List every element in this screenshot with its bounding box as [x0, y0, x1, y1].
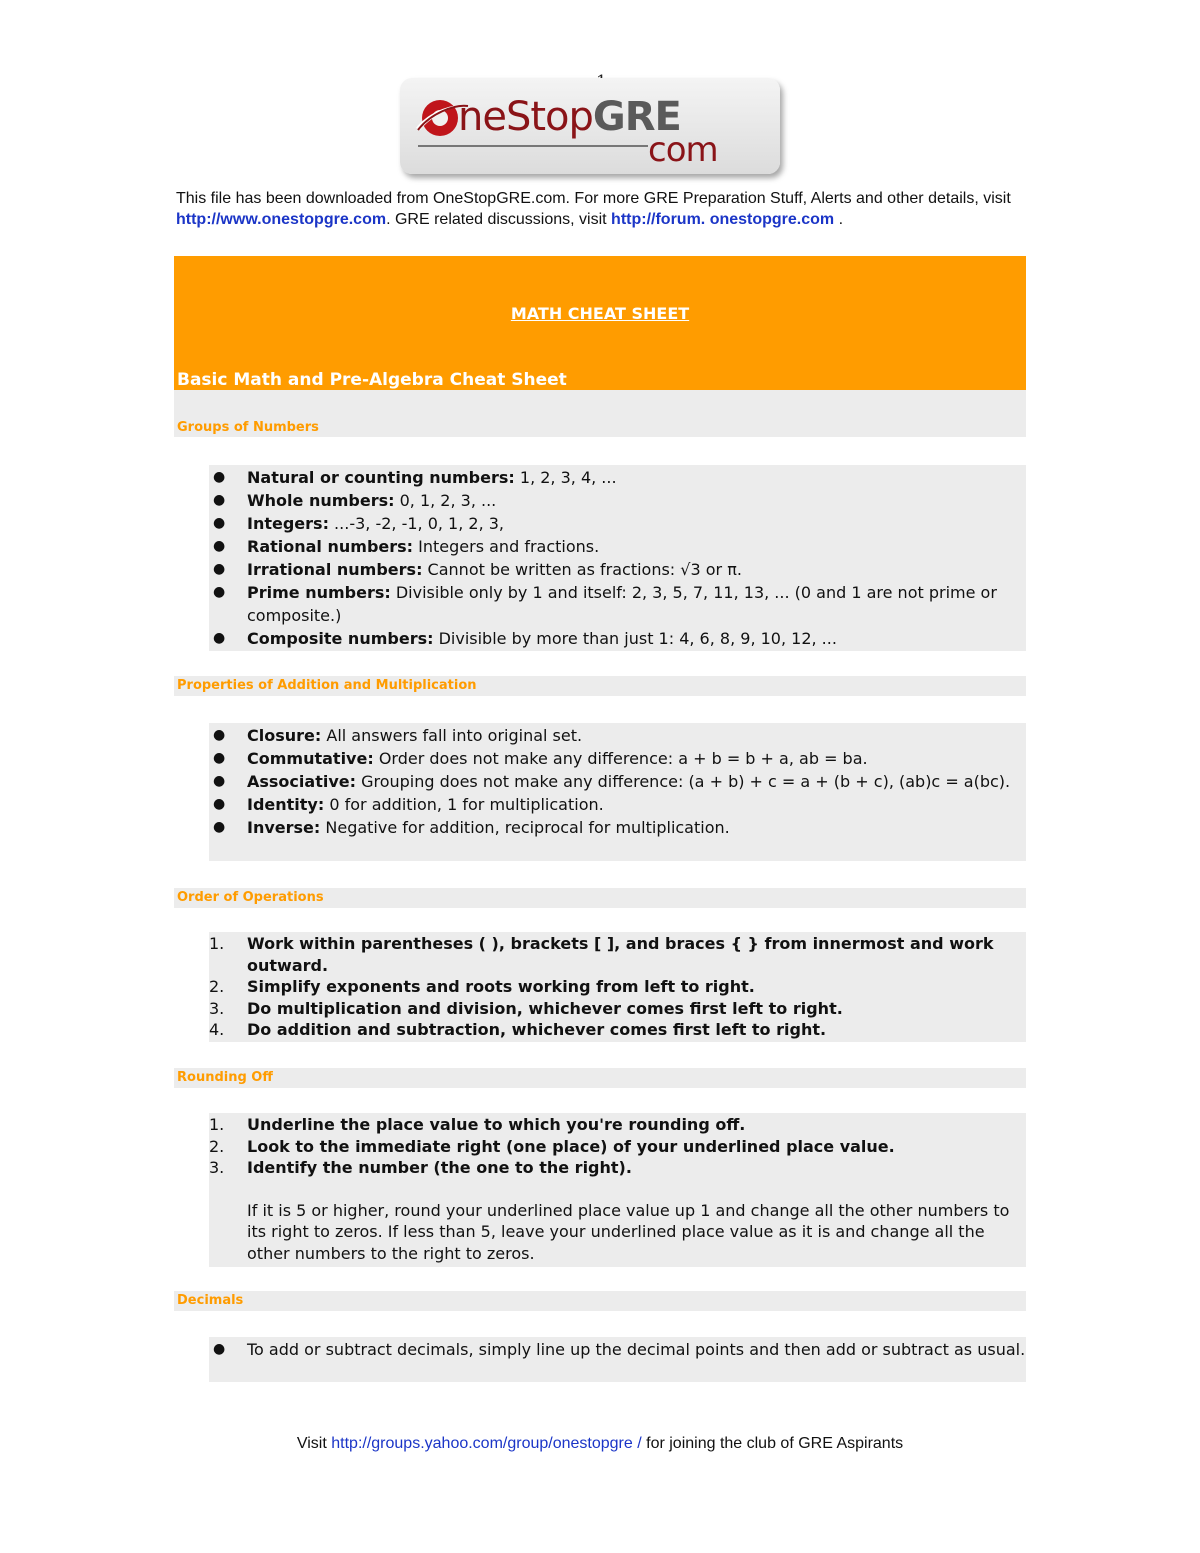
section-band [174, 1291, 1026, 1311]
bullet-icon: ● [213, 469, 226, 485]
bullet-icon: ● [213, 1341, 226, 1357]
bullet-icon: ● [213, 630, 226, 646]
bullet-icon: ● [213, 515, 226, 531]
bullet-icon: ● [213, 538, 226, 554]
section-heading-decimals: Decimals [177, 1293, 244, 1308]
list-item: ● Commutative: Order does not make any difference: a + b = b + a, ab = ba. [213, 749, 868, 768]
list-number: 3. [209, 1158, 225, 1177]
list-item: 1. Work within parentheses ( ), brackets [ ], and braces { } from innermost and work outward. [209, 934, 994, 975]
forum-link[interactable]: http://forum. onestopgre.com [611, 211, 835, 228]
list-item: 3. Do multiplication and division, whichever comes first left to right. [209, 998, 843, 1018]
bullet-icon: ● [213, 492, 226, 508]
list-item: 1. Underline the place value to which you're rounding off. [209, 1115, 746, 1134]
list-item: ● Integers: ...-3, -2, -1, 0, 1, 2, 3, [213, 514, 505, 533]
decimals-list [209, 1339, 1026, 1361]
list-number: 1. [209, 1115, 225, 1134]
onestopgre-link[interactable]: http://www.onestopgre.com [176, 211, 387, 228]
logo-com: com [648, 130, 718, 170]
properties-list [209, 724, 1026, 839]
section-heading-properties: Properties of Addition and Multiplication [177, 678, 477, 693]
onestopgre-logo [400, 78, 780, 174]
bullet-icon: ● [213, 727, 226, 743]
section-heading-groups: Groups of Numbers [177, 420, 319, 435]
list-item: ● Rational numbers: Integers and fractions. [213, 537, 600, 556]
list-number: 4. [209, 1020, 225, 1039]
list-number: 1. [209, 934, 225, 953]
list-item: ● Closure: All answers fall into original set. [213, 726, 583, 745]
order-list [209, 933, 1026, 1041]
bullet-icon: ● [213, 584, 226, 600]
footer [0, 1435, 1200, 1453]
list-item: ● Irrational numbers: Cannot be written as fractions: √3 or π. [213, 560, 742, 579]
list-item: ● Composite numbers: Divisible by more than just 1: 4, 6, 8, 9, 10, 12, ... [213, 629, 837, 648]
list-item: ● To add or subtract decimals, simply line up the decimal points and then add or subtract as usual. [213, 1340, 1026, 1359]
footer-text: Visit [296, 1435, 332, 1452]
list-item: ● Associative: Grouping does not make any difference: (a + b) + c = a + (b + c), (ab)c = a(bc). [213, 772, 1011, 791]
list-item: ● Prime numbers: Divisible only by 1 and itself: 2, 3, 5, 7, 11, 13, ... (0 and 1 are not prime or composite.) [213, 583, 997, 625]
footer-text: for joining the club of GRE Aspirants [641, 1435, 904, 1452]
bullet-icon: ● [213, 819, 226, 835]
intro-text: . [834, 211, 844, 228]
bullet-icon: ● [213, 796, 226, 812]
rounding-list [209, 1114, 1026, 1264]
intro-paragraph [176, 188, 1036, 230]
list-item: 3. Identify the number (the one to the right). If it is 5 or higher, round your underlined place value up 1 and change all the other numbers to its right to zeros. If less than 5, leave your underlined place value as it is and change all the other numbers to the right to zeros. [209, 1157, 1026, 1264]
section-heading-order: Order of Operations [177, 890, 324, 905]
rounding-note: If it is 5 or higher, round your underlined place value up 1 and change all the other numbers to its right to zeros. If less than 5, leave your underlined place value as it is and change all the other numbers to the right to zeros. [247, 1200, 1010, 1263]
page-subtitle: Basic Math and Pre-Algebra Cheat Sheet [177, 370, 567, 390]
list-item: ● Identity: 0 for addition, 1 for multiplication. [213, 795, 604, 814]
yahoo-group-link[interactable]: http://groups.yahoo.com/group/onestopgre / [331, 1435, 642, 1452]
header-banner [174, 256, 1026, 390]
bullet-icon: ● [213, 561, 226, 577]
list-number: 2. [209, 1136, 225, 1156]
list-item: 2. Simplify exponents and roots working from left to right. [209, 977, 755, 996]
list-item: ● Natural or counting numbers: 1, 2, 3, 4, ... [213, 468, 617, 487]
list-item: 4. Do addition and subtraction, whichever comes first left to right. [209, 1020, 827, 1039]
list-number: 3. [209, 998, 225, 1018]
intro-text: . GRE related discussions, visit [386, 211, 612, 228]
page-title: MATH CHEAT SHEET [510, 304, 690, 323]
intro-text: This file has been downloaded from OneStopGRE.com. For more GRE Preparation Stuff, Alerts and other details, visit [176, 190, 1011, 207]
logo-wordmark: neStopGRE [458, 94, 681, 140]
groups-list [209, 466, 1026, 650]
section-heading-rounding: Rounding Off [177, 1070, 273, 1085]
section-band [174, 1068, 1026, 1088]
list-item: ● Whole numbers: 0, 1, 2, 3, ... [213, 491, 497, 510]
bullet-icon: ● [213, 750, 226, 766]
logo-underline [418, 145, 648, 147]
list-item: ● Inverse: Negative for addition, reciprocal for multiplication. [213, 818, 730, 837]
bullet-icon: ● [213, 773, 226, 789]
list-item: 2. Look to the immediate right (one place) of your underlined place value. [209, 1136, 895, 1156]
list-number: 2. [209, 977, 225, 996]
